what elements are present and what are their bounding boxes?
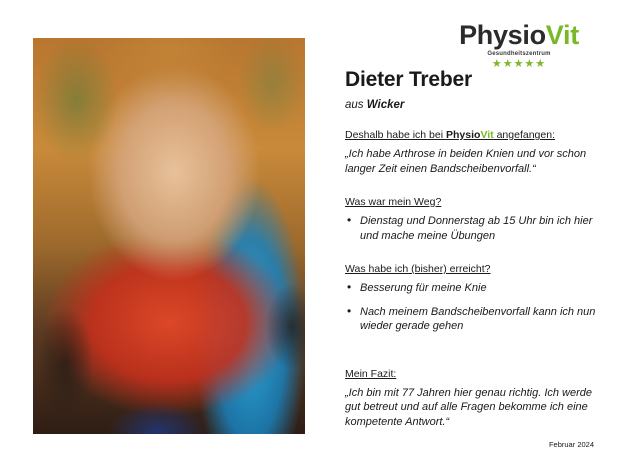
spacer xyxy=(345,354,603,368)
person-origin-prefix: aus xyxy=(345,99,367,111)
photo-foreground-texture xyxy=(33,196,305,434)
section-heading-reason xyxy=(345,129,603,141)
bullet-list-weg xyxy=(345,214,603,243)
logo-word-physio: Physio xyxy=(459,20,546,50)
bullet-list-erreicht xyxy=(345,281,603,334)
section-heading-fazit: Mein Fazit: xyxy=(345,367,397,380)
logo-subtitle: Gesundheitszentrum xyxy=(487,51,551,57)
section-heading-erreicht: Was habe ich (bisher) erreicht? xyxy=(345,263,491,276)
portrait-photo xyxy=(33,38,305,434)
person-origin xyxy=(345,99,603,111)
logo-stars-icon: ★★★★★ xyxy=(491,58,547,70)
heading-text-pre: Deshalb habe ich bei xyxy=(345,129,446,141)
testimonial-content xyxy=(345,68,603,449)
list-item: • Dienstag und Donnerstag ab 15 Uhr bin ich hier und mache meine Übungen xyxy=(360,214,603,243)
portrait-photo-image xyxy=(33,38,305,434)
heading-brand-vit: Vit xyxy=(480,129,494,141)
physiovit-logo xyxy=(444,22,594,70)
list-item: • Besserung für meine Knie xyxy=(360,281,603,296)
person-origin-place: Wicker xyxy=(366,99,405,111)
heading-text-post: angefangen: xyxy=(493,129,555,141)
publication-date: Februar 2024 xyxy=(548,440,594,449)
list-item: • Nach meinem Bandscheibenvorfall kann ich nun wieder gerade gehen xyxy=(360,305,603,334)
heading-brand-physio: Physio xyxy=(446,129,481,141)
logo-word-vit: Vit xyxy=(545,20,579,50)
section-heading-weg: Was war mein Weg? xyxy=(345,196,442,209)
quote-fazit: „Ich bin mit 77 Jahren hier genau richtig. Ich werde gut betreut und auf alle Fragen bekomme ich eine kompetente Antwort.“ xyxy=(345,386,593,428)
logo-wordmark xyxy=(444,22,594,49)
page-title: Dieter Treber xyxy=(345,68,472,91)
quote-reason: „Ich habe Arthrose in beiden Knien und vor schon langer Zeit einen Bandscheibenvorfall.“ xyxy=(345,148,587,175)
